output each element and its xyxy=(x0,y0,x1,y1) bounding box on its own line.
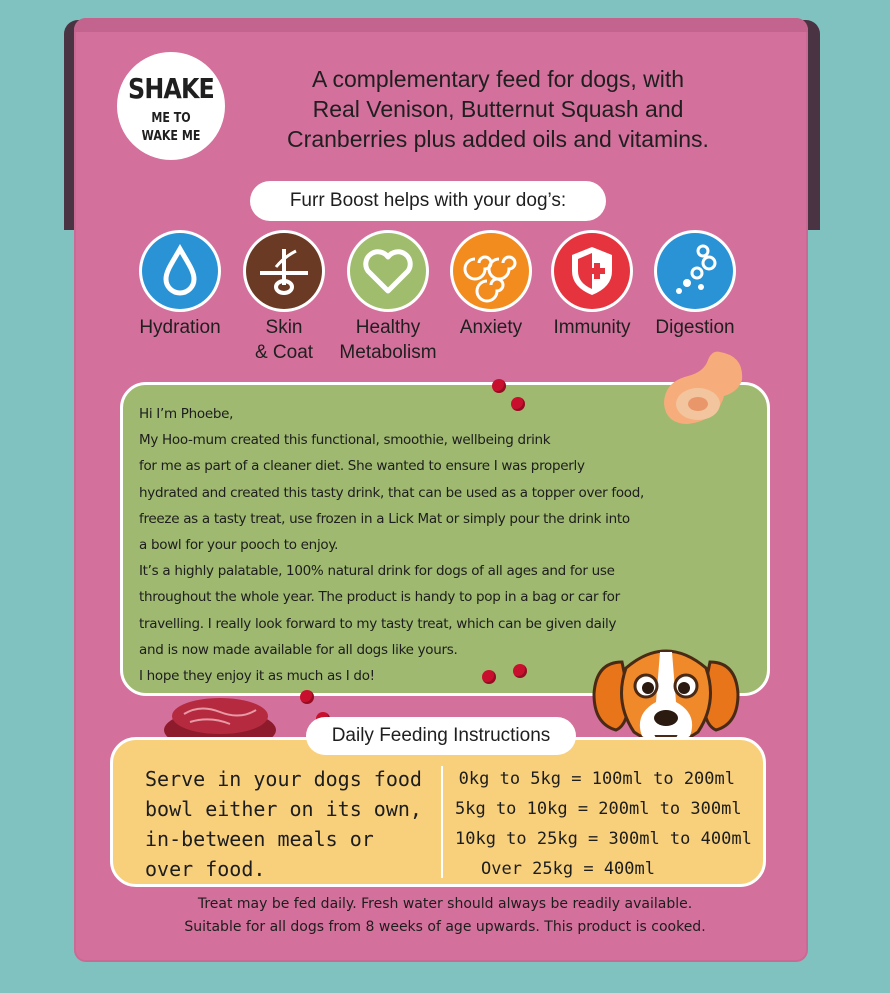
carton-top-fold xyxy=(74,18,808,32)
letter-line: for me as part of a cleaner diet. She wanted to ensure I was properly xyxy=(139,458,585,475)
feeding-line: bowl either on its own, xyxy=(145,797,422,821)
feeding-serving-text xyxy=(145,764,435,884)
shake-badge xyxy=(117,52,225,160)
letter-line: throughout the whole year. The product is handy to pop in a bag or car for xyxy=(139,589,620,606)
butternut-squash-icon xyxy=(658,346,754,430)
benefits-title: Furr Boost helps with your dog’s: xyxy=(250,181,606,221)
footer-line: Suitable for all dogs from 8 weeks of age upwards. This product is cooked. xyxy=(184,919,706,935)
feeding-amount-row: 0kg to 5kg = 100ml to 200ml xyxy=(458,769,735,789)
feeding-amount-row: Over 25kg = 400ml xyxy=(481,859,655,879)
cranberry-icon xyxy=(511,397,525,411)
water-drop-icon xyxy=(142,233,218,309)
benefit-label: Digestion xyxy=(655,317,735,338)
cranberry-icon xyxy=(513,664,527,678)
cranberry-icon xyxy=(482,670,496,684)
benefit-digestion xyxy=(640,233,750,340)
daily-feeding-title: Daily Feeding Instructions xyxy=(306,717,576,755)
benefit-label: Immunity xyxy=(553,317,631,338)
benefit-label: Healthy xyxy=(355,317,421,338)
headline-line: A complementary feed for dogs, with xyxy=(311,66,685,92)
feeding-amount-row: 10kg to 25kg = 300ml to 400ml xyxy=(455,829,752,849)
letter-line: My Hoo-mum created this functional, smoothie, wellbeing drink xyxy=(139,432,551,449)
feeding-amounts-table xyxy=(455,764,755,884)
benefit-label-2: & Coat xyxy=(254,342,314,363)
heart-icon xyxy=(350,233,426,309)
benefit-hydration xyxy=(125,233,235,340)
benefit-immunity xyxy=(537,233,647,340)
letter-line: I hope they enjoy it as much as I do! xyxy=(139,668,375,685)
letter-line: a bowl for your pooch to enjoy. xyxy=(139,537,339,554)
benefit-label-2: Metabolism xyxy=(339,342,437,363)
feeding-line: over food. xyxy=(145,857,266,881)
shake-badge-line2: WAKE ME xyxy=(141,129,201,144)
letter-line: It’s a highly palatable, 100% natural drink for dogs of all ages and for use xyxy=(139,563,615,580)
benefit-healthy-metabolism xyxy=(333,233,443,365)
footer-notes xyxy=(120,893,770,939)
letter-line: freeze as a tasty treat, use frozen in a Lick Mat or simply pour the drink into xyxy=(139,510,630,527)
shake-badge-title: SHAKE xyxy=(128,72,214,105)
feeding-divider xyxy=(441,766,443,878)
feeding-instructions-panel xyxy=(110,737,766,887)
cranberry-icon xyxy=(300,690,314,704)
cranberry-icon xyxy=(492,379,506,393)
feeding-amount-row: 5kg to 10kg = 200ml to 300ml xyxy=(455,799,742,819)
shake-badge-line1: ME TO xyxy=(151,111,191,126)
benefit-anxiety xyxy=(436,233,546,340)
hair-follicle-icon xyxy=(246,233,322,309)
letter-line: hydrated and created this tasty drink, that can be used as a topper over food, xyxy=(139,484,645,501)
headline-line: Real Venison, Butternut Squash and xyxy=(312,96,684,122)
benefit-label: Anxiety xyxy=(459,317,523,338)
benefit-label: Hydration xyxy=(139,317,221,338)
feeding-line: Serve in your dogs food xyxy=(145,767,422,791)
shield-icon xyxy=(554,233,630,309)
bubbles-icon xyxy=(657,233,733,309)
letter-line: travelling. I really look forward to my tasty treat, which can be given daily xyxy=(139,615,617,632)
benefit-skin-coat xyxy=(229,233,339,365)
benefit-label: Skin xyxy=(265,317,303,338)
headline-line: Cranberries plus added oils and vitamins. xyxy=(287,126,709,152)
letter-line: and is now made available for all dogs like yours. xyxy=(139,641,458,658)
footer-line: Treat may be fed daily. Fresh water should always be readily available. xyxy=(197,896,693,912)
swirl-icon xyxy=(453,233,529,309)
product-description xyxy=(268,64,728,154)
letter-line: Hi I’m Phoebe, xyxy=(139,406,234,422)
feeding-line: in-between meals or xyxy=(145,827,374,851)
